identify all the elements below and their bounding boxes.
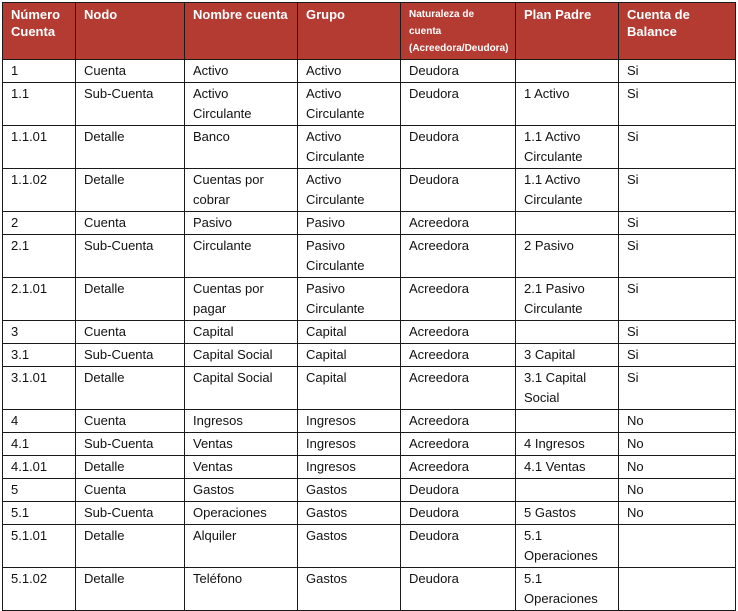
cell-numero-cuenta: 4.1.01 bbox=[3, 456, 76, 479]
cell-nombre-cuenta: Gastos bbox=[185, 479, 298, 502]
cell-naturaleza: Deudora bbox=[401, 502, 516, 525]
cell-naturaleza: Acreedora bbox=[401, 367, 516, 410]
cell-cuenta-balance: No bbox=[619, 456, 736, 479]
cell-plan-padre: 1 Activo bbox=[516, 83, 619, 126]
cell-nodo: Cuenta bbox=[76, 60, 185, 83]
table-row bbox=[3, 367, 736, 410]
cell-nodo: Cuenta bbox=[76, 321, 185, 344]
cell-numero-cuenta: 3.1.01 bbox=[3, 367, 76, 410]
cell-plan-padre: 2.1 Pasivo Circulante bbox=[516, 278, 619, 321]
cell-numero-cuenta: 1 bbox=[3, 60, 76, 83]
cell-nombre-cuenta: Activo bbox=[185, 60, 298, 83]
cell-nodo: Detalle bbox=[76, 568, 185, 611]
cell-cuenta-balance: Si bbox=[619, 60, 736, 83]
cell-nodo: Cuenta bbox=[76, 212, 185, 235]
cell-nombre-cuenta: Activo Circulante bbox=[185, 83, 298, 126]
cell-grupo: Ingresos bbox=[298, 433, 401, 456]
cell-nombre-cuenta: Capital Social bbox=[185, 367, 298, 410]
cell-plan-padre bbox=[516, 60, 619, 83]
cell-nodo: Detalle bbox=[76, 525, 185, 568]
cell-grupo: Gastos bbox=[298, 502, 401, 525]
cell-nodo: Detalle bbox=[76, 278, 185, 321]
table-row bbox=[3, 278, 736, 321]
cell-nombre-cuenta: Banco bbox=[185, 126, 298, 169]
cell-naturaleza: Acreedora bbox=[401, 278, 516, 321]
cell-naturaleza: Acreedora bbox=[401, 456, 516, 479]
cell-grupo: Gastos bbox=[298, 525, 401, 568]
table-row bbox=[3, 126, 736, 169]
cell-nodo: Detalle bbox=[76, 126, 185, 169]
cell-plan-padre: 5 Gastos bbox=[516, 502, 619, 525]
table-row bbox=[3, 410, 736, 433]
table-row bbox=[3, 479, 736, 502]
cell-naturaleza: Acreedora bbox=[401, 235, 516, 278]
cell-numero-cuenta: 3 bbox=[3, 321, 76, 344]
chart-of-accounts-table bbox=[2, 2, 736, 611]
cell-grupo: Capital bbox=[298, 367, 401, 410]
cell-naturaleza: Acreedora bbox=[401, 410, 516, 433]
cell-plan-padre: 1.1 Activo Circulante bbox=[516, 169, 619, 212]
cell-naturaleza: Acreedora bbox=[401, 321, 516, 344]
cell-nombre-cuenta: Ventas bbox=[185, 433, 298, 456]
header-plan-padre: Plan Padre bbox=[516, 3, 619, 60]
cell-plan-padre: 4 Ingresos bbox=[516, 433, 619, 456]
table-row bbox=[3, 235, 736, 278]
cell-naturaleza: Deudora bbox=[401, 525, 516, 568]
table-row bbox=[3, 502, 736, 525]
cell-nodo: Sub-Cuenta bbox=[76, 235, 185, 278]
cell-naturaleza: Deudora bbox=[401, 83, 516, 126]
cell-cuenta-balance: Si bbox=[619, 278, 736, 321]
cell-numero-cuenta: 5.1.01 bbox=[3, 525, 76, 568]
cell-cuenta-balance bbox=[619, 568, 736, 611]
table-row bbox=[3, 83, 736, 126]
cell-grupo: Activo Circulante bbox=[298, 169, 401, 212]
header-numero-cuenta: Número Cuenta bbox=[3, 3, 76, 60]
cell-grupo: Activo Circulante bbox=[298, 126, 401, 169]
cell-naturaleza: Acreedora bbox=[401, 212, 516, 235]
header-naturaleza: Naturaleza de cuenta (Acreedora/Deudora) bbox=[401, 3, 516, 60]
cell-plan-padre: 3 Capital bbox=[516, 344, 619, 367]
cell-grupo: Pasivo Circulante bbox=[298, 278, 401, 321]
cell-nodo: Detalle bbox=[76, 456, 185, 479]
cell-numero-cuenta: 1.1.02 bbox=[3, 169, 76, 212]
cell-numero-cuenta: 1.1 bbox=[3, 83, 76, 126]
cell-cuenta-balance: No bbox=[619, 502, 736, 525]
cell-cuenta-balance: No bbox=[619, 433, 736, 456]
cell-nombre-cuenta: Capital bbox=[185, 321, 298, 344]
cell-cuenta-balance: Si bbox=[619, 169, 736, 212]
cell-grupo: Gastos bbox=[298, 479, 401, 502]
cell-plan-padre: 3.1 Capital Social bbox=[516, 367, 619, 410]
cell-grupo: Capital bbox=[298, 344, 401, 367]
table-row bbox=[3, 169, 736, 212]
header-nodo: Nodo bbox=[76, 3, 185, 60]
cell-cuenta-balance: No bbox=[619, 410, 736, 433]
cell-nodo: Sub-Cuenta bbox=[76, 433, 185, 456]
cell-nodo: Sub-Cuenta bbox=[76, 83, 185, 126]
cell-plan-padre bbox=[516, 321, 619, 344]
cell-nodo: Detalle bbox=[76, 169, 185, 212]
table-header bbox=[3, 3, 736, 60]
cell-naturaleza: Deudora bbox=[401, 126, 516, 169]
cell-cuenta-balance: Si bbox=[619, 235, 736, 278]
header-nombre-cuenta: Nombre cuenta bbox=[185, 3, 298, 60]
cell-cuenta-balance bbox=[619, 525, 736, 568]
cell-nombre-cuenta: Cuentas por cobrar bbox=[185, 169, 298, 212]
cell-grupo: Ingresos bbox=[298, 410, 401, 433]
cell-cuenta-balance: Si bbox=[619, 83, 736, 126]
cell-naturaleza: Deudora bbox=[401, 568, 516, 611]
table-row bbox=[3, 344, 736, 367]
cell-nodo: Sub-Cuenta bbox=[76, 502, 185, 525]
cell-nombre-cuenta: Cuentas por pagar bbox=[185, 278, 298, 321]
cell-plan-padre bbox=[516, 479, 619, 502]
cell-numero-cuenta: 1.1.01 bbox=[3, 126, 76, 169]
cell-nodo: Sub-Cuenta bbox=[76, 344, 185, 367]
cell-numero-cuenta: 4.1 bbox=[3, 433, 76, 456]
cell-numero-cuenta: 5.1 bbox=[3, 502, 76, 525]
cell-numero-cuenta: 3.1 bbox=[3, 344, 76, 367]
header-grupo: Grupo bbox=[298, 3, 401, 60]
table-row bbox=[3, 433, 736, 456]
cell-naturaleza: Acreedora bbox=[401, 344, 516, 367]
cell-nombre-cuenta: Ingresos bbox=[185, 410, 298, 433]
cell-plan-padre: 4.1 Ventas bbox=[516, 456, 619, 479]
cell-numero-cuenta: 2.1 bbox=[3, 235, 76, 278]
cell-naturaleza: Deudora bbox=[401, 169, 516, 212]
cell-cuenta-balance: No bbox=[619, 479, 736, 502]
cell-plan-padre bbox=[516, 212, 619, 235]
cell-grupo: Activo Circulante bbox=[298, 83, 401, 126]
cell-nombre-cuenta: Ventas bbox=[185, 456, 298, 479]
table-row bbox=[3, 60, 736, 83]
cell-nombre-cuenta: Teléfono bbox=[185, 568, 298, 611]
cell-nodo: Cuenta bbox=[76, 410, 185, 433]
cell-nombre-cuenta: Circulante bbox=[185, 235, 298, 278]
cell-cuenta-balance: Si bbox=[619, 212, 736, 235]
table-row bbox=[3, 321, 736, 344]
header-row bbox=[3, 3, 736, 60]
cell-plan-padre: 5.1 Operaciones bbox=[516, 568, 619, 611]
cell-naturaleza: Deudora bbox=[401, 479, 516, 502]
cell-cuenta-balance: Si bbox=[619, 126, 736, 169]
cell-cuenta-balance: Si bbox=[619, 344, 736, 367]
table-body bbox=[3, 60, 736, 611]
cell-nombre-cuenta: Pasivo bbox=[185, 212, 298, 235]
header-cuenta-balance: Cuenta de Balance bbox=[619, 3, 736, 60]
cell-cuenta-balance: Si bbox=[619, 367, 736, 410]
cell-plan-padre: 2 Pasivo bbox=[516, 235, 619, 278]
cell-plan-padre bbox=[516, 410, 619, 433]
cell-grupo: Activo bbox=[298, 60, 401, 83]
table-row bbox=[3, 525, 736, 568]
cell-plan-padre: 5.1 Operaciones bbox=[516, 525, 619, 568]
cell-nombre-cuenta: Capital Social bbox=[185, 344, 298, 367]
cell-numero-cuenta: 4 bbox=[3, 410, 76, 433]
cell-nodo: Cuenta bbox=[76, 479, 185, 502]
cell-naturaleza: Acreedora bbox=[401, 433, 516, 456]
cell-nodo: Detalle bbox=[76, 367, 185, 410]
cell-numero-cuenta: 5 bbox=[3, 479, 76, 502]
table-row bbox=[3, 212, 736, 235]
cell-plan-padre: 1.1 Activo Circulante bbox=[516, 126, 619, 169]
cell-cuenta-balance: Si bbox=[619, 321, 736, 344]
cell-grupo: Ingresos bbox=[298, 456, 401, 479]
cell-numero-cuenta: 5.1.02 bbox=[3, 568, 76, 611]
table-row bbox=[3, 568, 736, 611]
cell-nombre-cuenta: Alquiler bbox=[185, 525, 298, 568]
cell-grupo: Pasivo Circulante bbox=[298, 235, 401, 278]
cell-grupo: Capital bbox=[298, 321, 401, 344]
table-row bbox=[3, 456, 736, 479]
cell-naturaleza: Deudora bbox=[401, 60, 516, 83]
cell-numero-cuenta: 2.1.01 bbox=[3, 278, 76, 321]
cell-nombre-cuenta: Operaciones bbox=[185, 502, 298, 525]
cell-numero-cuenta: 2 bbox=[3, 212, 76, 235]
cell-grupo: Pasivo bbox=[298, 212, 401, 235]
cell-grupo: Gastos bbox=[298, 568, 401, 611]
